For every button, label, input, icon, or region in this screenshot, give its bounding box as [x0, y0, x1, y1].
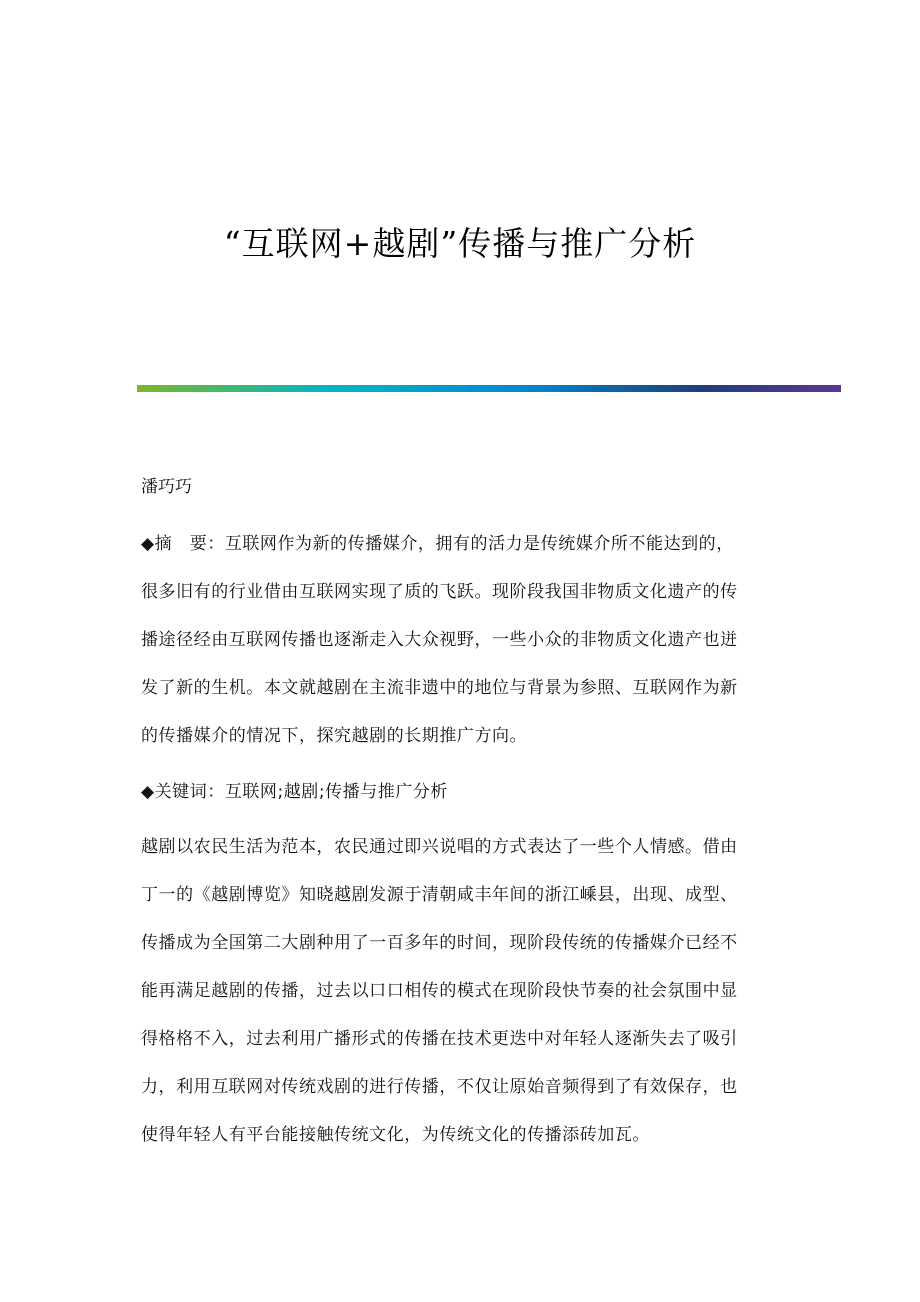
- body-line: 丁一的《越剧博览》知晓越剧发源于清朝咸丰年间的浙江嵊县，出现、成型、: [141, 885, 738, 905]
- body-line: 越剧以农民生活为范本，农民通过即兴说唱的方式表达了一些个人情感。借由: [141, 837, 738, 857]
- title-divider-gradient-bar: [137, 385, 841, 392]
- keywords: ◆关键词：互联网;越剧;传播与推广分析: [141, 782, 448, 802]
- body-line: 传播成为全国第二大剧种用了一百多年的时间，现阶段传统的传播媒介已经不: [141, 933, 738, 953]
- body-line: 能再满足越剧的传播，过去以口口相传的模式在现阶段快节奏的社会氛围中显: [141, 981, 738, 1001]
- abstract-line: 播途径经由互联网传播也逐渐走入大众视野，一些小众的非物质文化遗产也迸: [141, 630, 738, 650]
- body-line: 力，利用互联网对传统戏剧的进行传播，不仅让原始音频得到了有效保存，也: [141, 1077, 738, 1097]
- body-line: 使得年轻人有平台能接触传统文化，为传统文化的传播添砖加瓦。: [141, 1125, 650, 1145]
- abstract-line: 发了新的生机。本文就越剧在主流非遗中的地位与背景为参照、互联网作为新: [141, 678, 738, 698]
- author-name: 潘巧巧: [141, 477, 192, 497]
- abstract-line: 很多旧有的行业借由互联网实现了质的飞跃。现阶段我国非物质文化遗产的传: [141, 582, 738, 602]
- abstract-line: ◆摘 要：互联网作为新的传播媒介，拥有的活力是传统媒介所不能达到的，: [141, 534, 734, 554]
- document-title: “互联网+越剧”传播与推广分析: [223, 224, 697, 263]
- body-line: 得格格不入，过去利用广播形式的传播在技术更迭中对年轻人逐渐失去了吸引: [141, 1029, 738, 1049]
- abstract-line: 的传播媒介的情况下，探究越剧的长期推广方向。: [141, 726, 528, 746]
